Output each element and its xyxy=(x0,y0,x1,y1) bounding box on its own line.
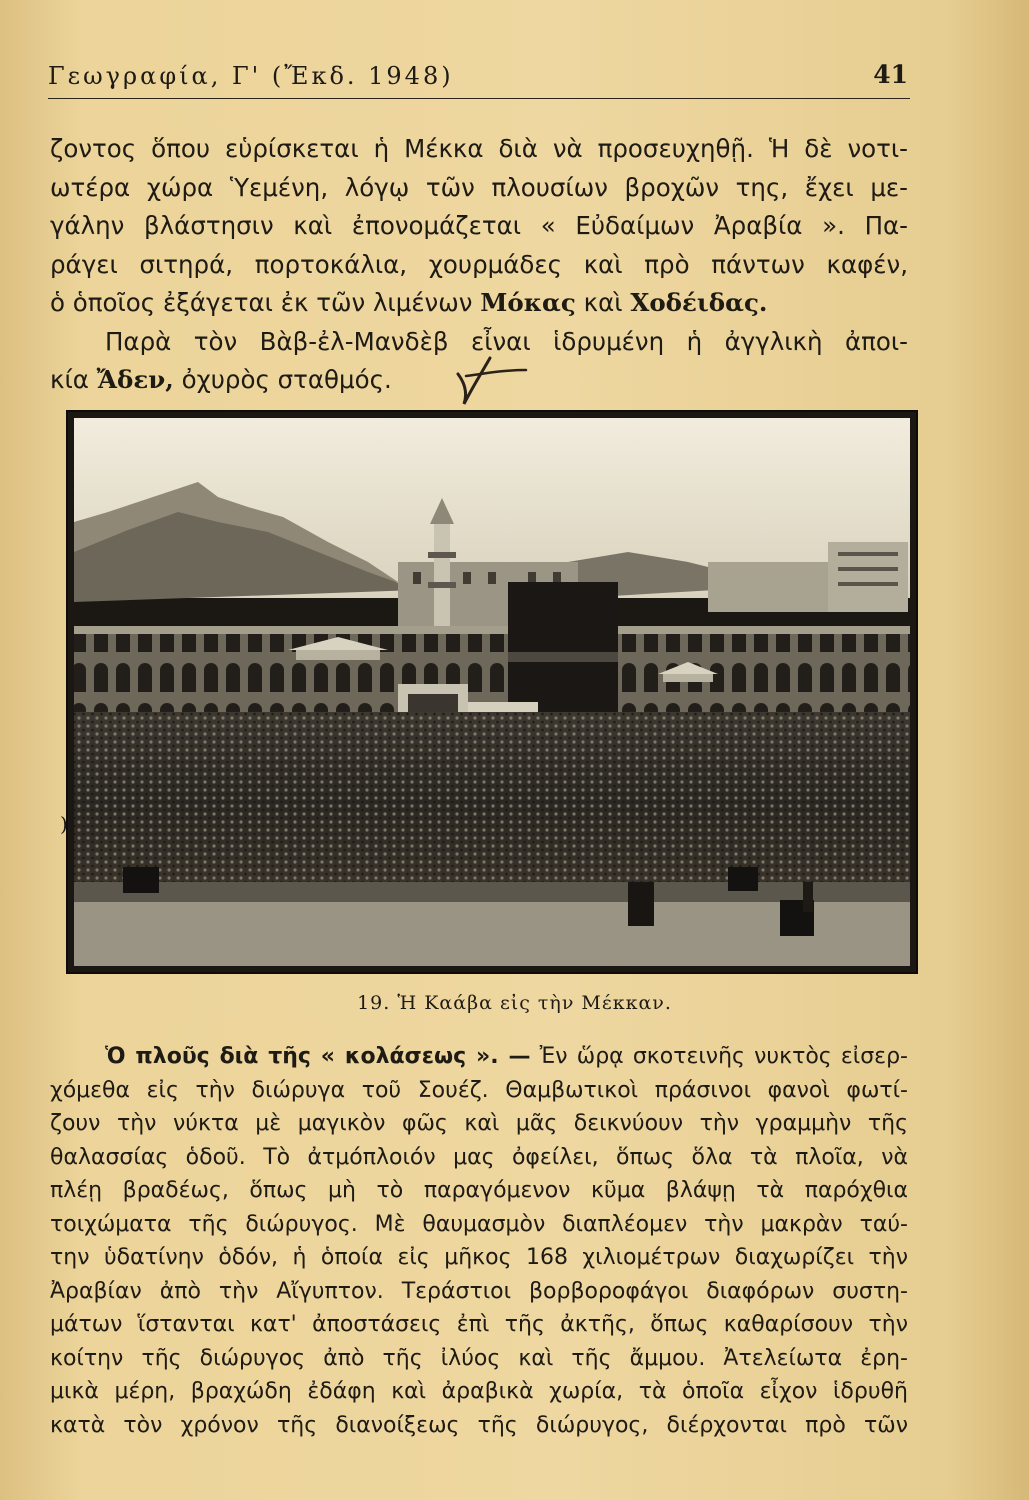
text-line xyxy=(50,1040,908,1074)
handwritten-check-mark xyxy=(452,352,532,408)
section-heading: Ὁ πλοῦς διὰ τῆς « κολάσεως ». — xyxy=(105,1044,531,1069)
text-line: ζουν τὴν νύκτα μὲ μαγικὸν φῶς καὶ μᾶς δεικνύουν τὴν γραμμὴν τῆς xyxy=(50,1111,908,1136)
text-line: θαλασσίας ὁδοῦ. Τὸ ἀτμόπλοιόν μας ὀφείλει, ὅπως ὅλα τὰ πλοῖα, νὰ xyxy=(50,1144,908,1170)
text-run: ὁ ὁποῖος ἐξάγεται ἐκ τῶν λιμένων xyxy=(50,288,481,317)
text-line: κοίτην τῆς διώρυγος ἀπὸ τῆς ἰλύος καὶ τῆς ἄμμου. Ἀτελείωτα ἐρη- xyxy=(50,1345,908,1371)
text-line: Ἀραβίαν ἀπὸ τὴν Αἴγυπτον. Τεράστιοι βορβοροφάγοι διαφόρων συστη- xyxy=(50,1278,908,1304)
text-line xyxy=(50,284,908,323)
text-line: την ὑδατίνην ὁδόν, ἡ ὁποία εἰς μῆκος 168 χιλιομέτρων διαχωρίζει τὴν xyxy=(50,1245,908,1270)
photo-image xyxy=(68,412,916,972)
text-run: κία xyxy=(50,365,97,394)
text-line: ζοντος ὅπου εὑρίσκεται ἡ Μέκκα διὰ νὰ προσευχηθῇ. Ἡ δὲ νοτι- xyxy=(50,134,908,163)
place-name-aden: Ἄδεν, xyxy=(96,365,174,394)
figure-caption: 19. Ἡ Καάβα εἰς τὴν Μέκκαν. xyxy=(357,992,672,1014)
running-head xyxy=(48,58,910,99)
text-line: ωτέρα χώρα Ὑεμένη, λόγῳ τῶν πλουσίων βροχῶν της, ἔχει με- xyxy=(50,172,908,202)
running-title: Γεωγραφία, Γ' (Ἔκδ. 1948) xyxy=(48,62,454,90)
text-line: μικὰ μέρη, βραχώδη ἐδάφη καὶ ἀραβικὰ χωρία, τὰ ὁποῖα εἶχον ἱδρυθῆ xyxy=(50,1379,908,1404)
text-line: κατὰ τὸν χρόνον τῆς διανοίξεως τῆς διώρυγος, διέρχονται πρὸ τῶν xyxy=(50,1412,908,1438)
text-line: ράγει σιτηρά, πορτοκάλια, χουρμάδες καὶ πρὸ πάντων καφέν, xyxy=(50,249,908,279)
photo-kaaba-mecca xyxy=(66,410,918,974)
text-line: μάτων ἵστανται κατ' ἀποστάσεις ἐπὶ τῆς ἀκτῆς, ὅπως καθαρίσουν τὴν xyxy=(50,1312,908,1337)
text-line: χόμεθα εἰς τὴν διώρυγα τοῦ Σουέζ. Θαμβωτικοὶ πράσινοι φανοὶ φωτί- xyxy=(50,1077,908,1103)
place-name-mokha: Μόκας xyxy=(480,288,576,317)
text-run: καὶ xyxy=(575,288,631,317)
text-line: γάλην βλάστησιν καὶ ἐπονομάζεται « Εὐδαίμων Ἀραβία ». Πα- xyxy=(50,211,908,240)
text-line: τοιχώματα τῆς διώρυγος. Μὲ θαυμασμὸν διαπλέομεν τὴν μακρὰν ταύ- xyxy=(50,1211,908,1237)
page-number: 41 xyxy=(873,60,908,89)
place-name-hodeida: Χοδέιδας. xyxy=(630,288,768,317)
text-line: Παρὰ τὸν Βὰβ-ἐλ-Μανδὲβ εἶναι ἱδρυμένη ἡ ἀγγλικὴ ἀποι- xyxy=(105,326,908,356)
bottom-text-block xyxy=(50,1040,908,1442)
text-line: πλέῃ βραδέως, ὅπως μὴ τὸ παραγόμενον κῦμα βλάψῃ τὰ παρόχθια xyxy=(50,1178,908,1203)
text-run: ὀχυρὸς σταθμός. xyxy=(173,365,392,394)
text-run: Ἐν ὥρᾳ σκοτεινῆς νυκτὸς εἰσερ- xyxy=(530,1044,908,1069)
margin-mark: ) xyxy=(60,812,68,836)
